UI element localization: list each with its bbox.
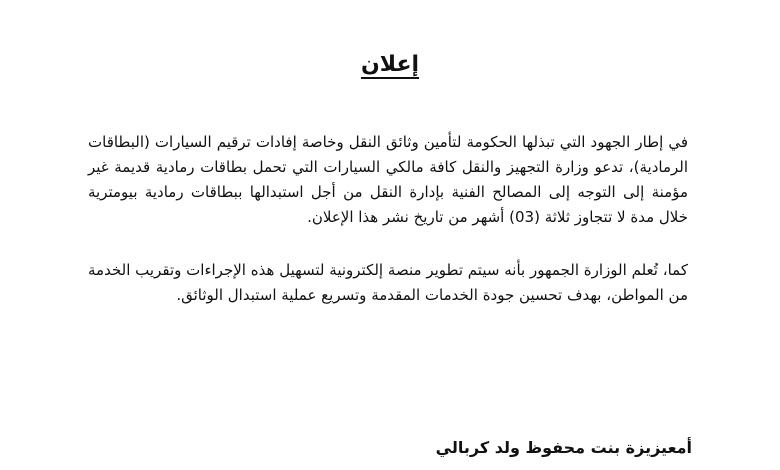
announcement-paragraph-2: كما، تُعلم الوزارة الجمهور بأنه سيتم تطوير منصة إلكترونية لتسهيل هذه الإجراءات وتقريب الخدمة من المواطن، بهدف تحسين جودة الخدمات المقدمة وتسريع عملية استبدال الوثائق. — [88, 261, 688, 304]
announcement-paragraph-1: في إطار الجهود التي تبذلها الحكومة لتأمين وثائق النقل وخاصة إفادات ترقيم السيارات (البطاقات الرمادية)، تدعو وزارة التجهيز والنقل كافة مالكي السيارات التي تحمل بطاقات رمادية قديمة غير مؤمنة إلى التوجه إلى المصالح الفنية بإدارة النقل من أجل استبدالها ببطاقات رمادية بيومترية خلال مدة لا تتجاوز ثلاثة (03) أشهر من تاريخ نشر هذا الإعلان. — [88, 133, 688, 226]
announcement-title-text: إعلان — [360, 52, 420, 77]
signatory-name: أمعيزيزة بنت محفوظ ولد كربالي — [435, 438, 692, 457]
announcement-title — [0, 52, 780, 77]
